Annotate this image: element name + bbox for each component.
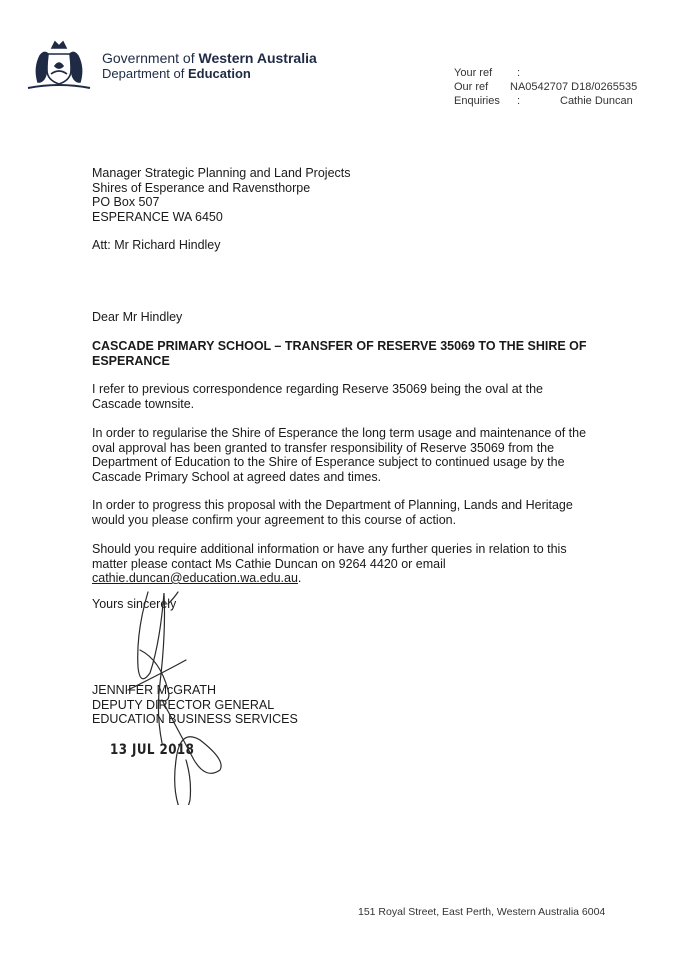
letterhead-government: Government of Western Australia [102, 50, 317, 66]
salutation: Dear Mr Hindley [92, 310, 183, 324]
our-ref-label: Our ref [454, 81, 489, 93]
your-ref-label: Your ref [454, 67, 493, 79]
wa-coat-of-arms-logo [24, 34, 94, 92]
closing: Yours sincerely [92, 597, 177, 611]
subject-heading: CASCADE PRIMARY SCHOOL – TRANSFER OF RESERVE 35069 TO THE SHIRE OF ESPERANCE [92, 339, 587, 368]
body-paragraph-1: I refer to previous correspondence regarding Reserve 35069 being the oval at the Cascade townsite. [92, 382, 543, 411]
body-paragraph-2: In order to regularise the Shire of Esperance the long term usage and maintenance of the oval approval has been granted to transfer responsibility of Reserve 35069 from the Department of Education to the Shire of Esperance subject to continued usage by the Cascade Primary School at agreed dates and times. [92, 426, 587, 484]
recipient-address: Manager Strategic Planning and Land Projects Shires of Esperance and Ravensthorpe PO Box 507 ESPERANCE WA 6450 [92, 166, 351, 224]
signatory-title: DEPUTY DIRECTOR GENERAL [92, 697, 275, 712]
footer-address: 151 Royal Street, East Perth, Western Australia 6004 [358, 906, 606, 918]
signatory-division: EDUCATION BUSINESS SERVICES [92, 712, 298, 726]
handwritten-signature [118, 590, 228, 805]
letterhead-department: Department of Education [102, 66, 251, 81]
enquiries-value: Cathie Duncan [560, 95, 633, 107]
contact-email-link[interactable]: cathie.duncan@education.wa.edu.au [92, 571, 298, 585]
our-ref-value: NA0542707 D18/0265535 [510, 81, 638, 93]
date-stamp: 13 JUL 2018 [110, 742, 195, 758]
signatory-name: JENNIFER McGRATH [92, 683, 217, 697]
enquiries-label: Enquiries [454, 95, 500, 107]
body-paragraph-3: In order to progress this proposal with the Department of Planning, Lands and Heritage would you please confirm your agreement to this course of action. [92, 498, 573, 527]
body-paragraph-4: Should you require additional information or have any further queries in relation to this matter please contact Ms Cathie Duncan on 9264 4420 or email cathie.duncan@education.wa.edu.au. [92, 542, 567, 585]
attention-line: Att: Mr Richard Hindley [92, 238, 221, 252]
